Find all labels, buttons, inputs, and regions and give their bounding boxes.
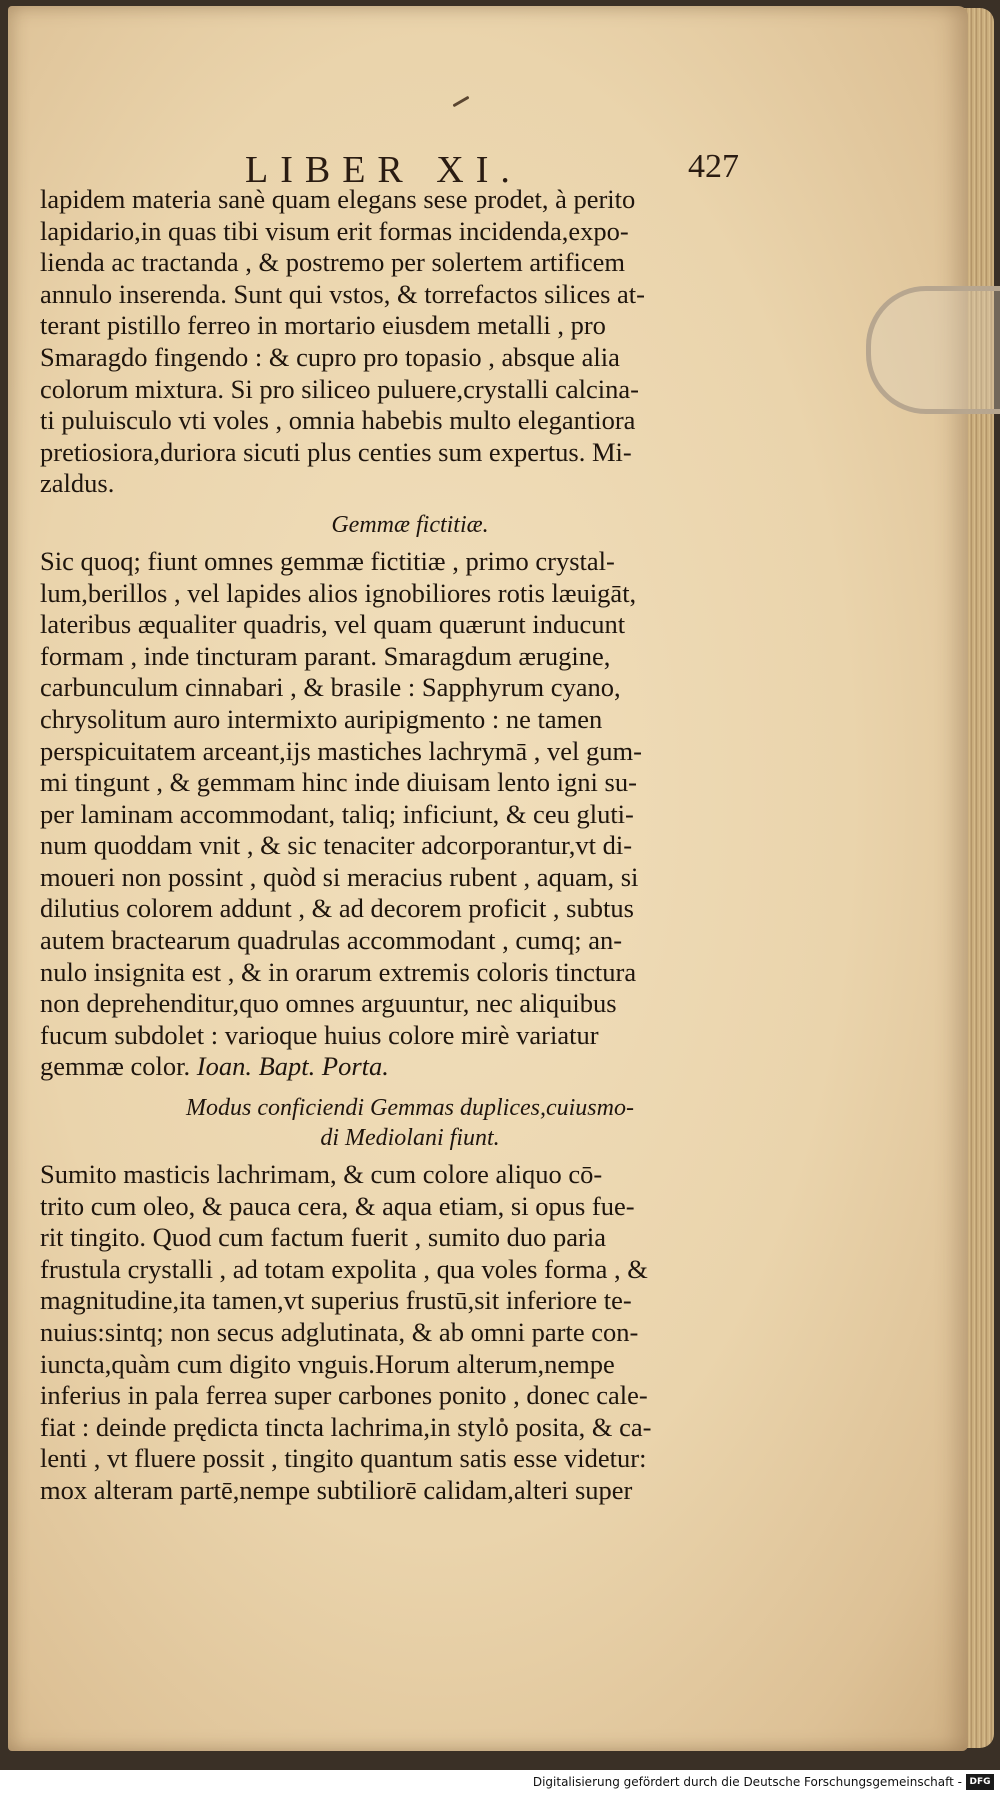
section-modus-conficiendi: [40, 1159, 780, 1507]
text-line: non deprehenditur,quo omnes arguuntur, nec aliquibus: [40, 988, 617, 1019]
text-line: inferius in pala ferrea super carbones ponito , donec cale-: [40, 1380, 648, 1411]
text-line: moueri non possint , quòd si meracius rubent , aquam, si: [40, 861, 639, 892]
text-line: lenti , vt fluere possit , tingito quantum satis esse videtur:: [40, 1443, 647, 1474]
text-line: iuncta,quàm cum digito vnguis.Horum alterum,nempe: [40, 1348, 615, 1379]
text-line: lateribus æqualiter quadris, vel quam quærunt inducunt: [40, 609, 626, 640]
page-number: 427: [688, 148, 739, 185]
text-line: lienda ac tractanda , & postremo per solertem artificem: [40, 247, 625, 278]
text-line: frustula crystalli , ad totam expolita , qua voles forma , &: [40, 1253, 648, 1284]
footer-credit: Digitalisierung gefördert durch die Deutsche Forschungsgemeinschaft -: [532, 1775, 962, 1789]
text-line: chrysolitum auro intermixto auripigmento : ne tamen: [40, 703, 603, 734]
heading-line: di Mediolani fiunt.: [320, 1125, 500, 1152]
text-line: formam , inde tincturam parant. Smaragdum ærugine,: [40, 640, 611, 671]
text-line: mi tingunt , & gemmam hinc inde diuisam lento igni su-: [40, 767, 637, 798]
text-line: carbunculum cinnabari , & brasile : Sapphyrum cyano,: [40, 672, 621, 703]
heading-modus-conficiendi: [40, 1093, 780, 1153]
heading-gemmae-fictitiae: Gemmæ fictitiæ.: [331, 511, 489, 538]
text-line: per laminam accommodant, taliq; inficiunt, & ceu gluti-: [40, 798, 634, 829]
text-line: colorum mixtura. Si pro siliceo puluere,crystalli calcina-: [40, 373, 640, 404]
heading-line: Modus conficiendi Gemmas duplices,cuiusmo-: [186, 1095, 634, 1122]
text-line: pretiosiora,duriora sicuti plus centies sum expertus. Mi-: [40, 436, 632, 467]
text-line: dilutius colorem addunt , & ad decorem proficit , subtus: [40, 893, 634, 924]
text-line: lapidario,in quas tibi visum erit formas incidenda,expo-: [40, 215, 629, 246]
text-line: annulo inserenda. Sunt qui vstos, & torrefactos silices at-: [40, 278, 645, 309]
text-line: perspicuitatem arceant,ijs mastiches lachrymā , vel gum-: [40, 735, 642, 766]
text-line: Sumito masticis lachrimam, & cum colore aliquo cō-: [40, 1159, 603, 1190]
text-line: ti puluisculo vti voles , omnia habebis multo elegantiora: [40, 405, 636, 436]
text-line: Sic quoq; fiunt omnes gemmæ fictitiæ , primo crystal-: [40, 545, 615, 576]
text-line: zaldus.: [40, 468, 115, 499]
text-line: nulo insignita est , & in orarum extremis coloris tinctura: [40, 956, 637, 987]
text-line: lum,berillos , vel lapides alios ignobiliores rotis læuigāt,: [40, 577, 637, 608]
running-head: LIBER XI.: [245, 149, 522, 191]
text-line: fiat : deinde prędicta tincta lachrima,in stylo posita, & ca-: [40, 1411, 652, 1442]
text-line: rit tingito. Quod cum factum fuerit , sumito duo paria: [40, 1222, 606, 1253]
text-line: fucum subdolet : varioque huius colore mirè variatur: [40, 1019, 599, 1050]
page-clip-tab: [866, 286, 1000, 414]
text-line: lapidem materia sanè quam elegans sese prodet, à perito: [40, 184, 636, 214]
text-line: num quoddam vnit , & sic tenaciter adcorporantur,vt di-: [40, 830, 633, 861]
text-line: terant pistillo ferreo in mortario eiusdem metalli , pro: [40, 310, 606, 341]
section-gemmae-fictitiae: [40, 546, 780, 1083]
text-line: Smaragdo fingendo : & cupro pro topasio , absque alia: [40, 341, 620, 372]
text-line: nuius:sintq; non secus adglutinata, & ab omni parte con-: [40, 1317, 639, 1347]
text-line: [40, 1051, 780, 1083]
section-mizaldus: [40, 184, 780, 500]
attribution: Ioan. Bapt. Porta.: [196, 1051, 389, 1082]
text-line: magnitudine,ita tamen,vt superius frustū,sit inferiore te-: [40, 1285, 632, 1316]
text-line-content: gemmæ color.: [40, 1051, 191, 1082]
digitization-footer: [0, 1770, 1000, 1796]
text-line: autem bractearum quadrulas accommodant , cumq; an-: [40, 925, 623, 956]
body-text: [40, 184, 780, 1507]
dfg-logo: DFG: [966, 1774, 994, 1790]
text-line: mox alteram partē,nempe subtiliorē calidam,alteri super: [40, 1474, 633, 1505]
text-line: trito cum oleo, & pauca cera, & aqua etiam, si opus fue-: [40, 1190, 635, 1221]
